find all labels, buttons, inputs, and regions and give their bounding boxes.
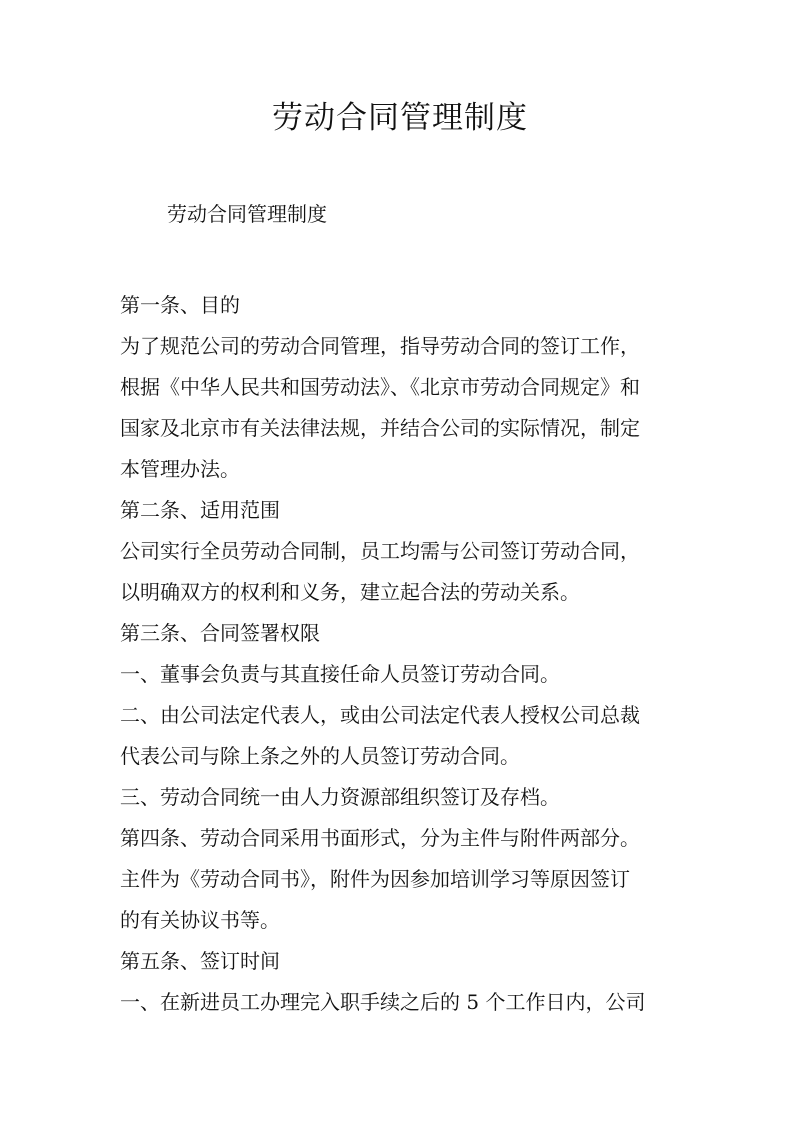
list-item: 二、由公司法定代表人，或由公司法定代表人授权公司总裁 xyxy=(120,703,640,727)
paragraph-line: 国家及北京市有关法律法规，并结合公司的实际情况，制定 xyxy=(120,416,640,440)
document-title: 劳动合同管理制度 xyxy=(272,100,528,136)
article-1-heading: 第一条、目的 xyxy=(120,293,240,317)
paragraph-line: 为了规范公司的劳动合同管理，指导劳动合同的签订工作， xyxy=(120,334,640,358)
paragraph-line: 的有关协议书等。 xyxy=(120,908,280,932)
article-3-heading: 第三条、合同签署权限 xyxy=(120,621,320,645)
list-item: 三、劳动合同统一由人力资源部组织签订及存档。 xyxy=(120,785,560,809)
paragraph-line: 以明确双方的权利和义务，建立起合法的劳动关系。 xyxy=(120,580,580,604)
document-subtitle: 劳动合同管理制度 xyxy=(167,202,327,226)
paragraph-line: 公司实行全员劳动合同制，员工均需与公司签订劳动合同， xyxy=(120,539,640,563)
paragraph-line: 代表公司与除上条之外的人员签订劳动合同。 xyxy=(120,744,520,768)
article-4-heading: 第四条、劳动合同采用书面形式，分为主件与附件两部分。 xyxy=(120,826,640,850)
article-2-heading: 第二条、适用范围 xyxy=(120,498,280,522)
paragraph-line: 主件为《劳动合同书》，附件为因参加培训学习等原因签订 xyxy=(120,867,630,891)
list-item: 一、董事会负责与其直接任命人员签订劳动合同。 xyxy=(120,662,560,686)
list-item: 一、在新进员工办理完入职手续之后的 5 个工作日内，公司 xyxy=(120,990,646,1014)
paragraph-line: 根据《中华人民共和国劳动法》、《北京市劳动合同规定》和 xyxy=(120,375,640,399)
article-5-heading: 第五条、签订时间 xyxy=(120,949,280,973)
paragraph-line: 本管理办法。 xyxy=(120,457,240,481)
document-body xyxy=(120,285,682,1023)
